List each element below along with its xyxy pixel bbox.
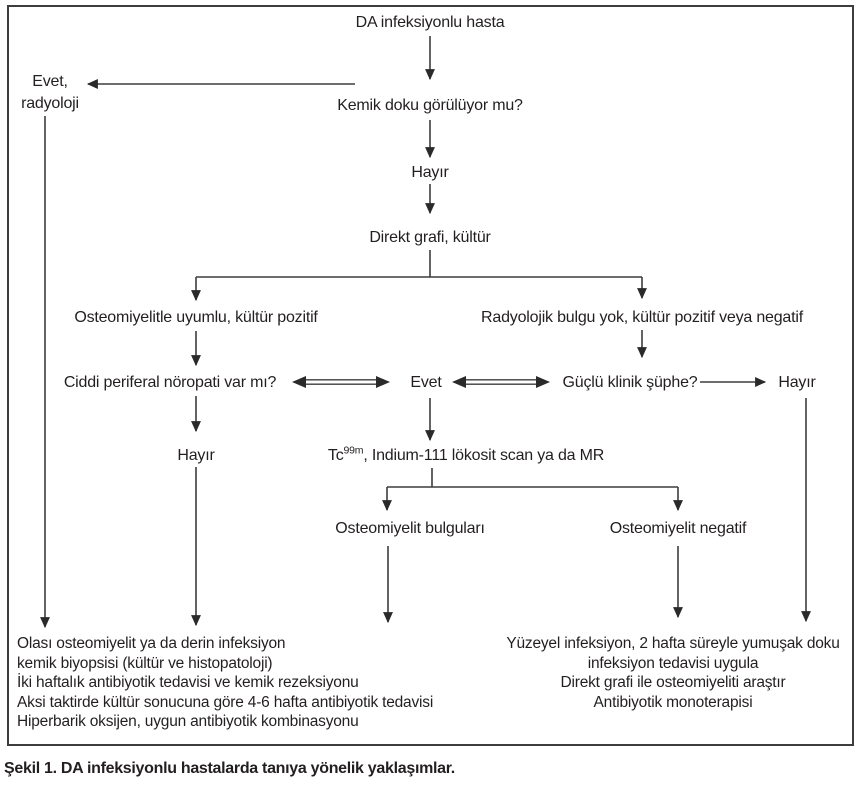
double-arrow-evet-klinik [452,376,550,388]
node-hayir-1: Hayır [411,164,449,181]
outcome-right-line: Yüzeyel infeksiyon, 2 hafta süreyle yumuşak doku [506,635,840,652]
node-evet-radyoloji-line2: radyoloji [21,95,79,112]
outcome-left-line: Aksi taktirde kültür sonucuna göre 4-6 hafta antibiyotik tedavisi [17,693,434,711]
node-osteomiyelitle-uyumlu: Osteomiyelitle uyumlu, kültür pozitif [74,309,318,326]
node-evet-radyoloji [21,71,79,115]
node-osteomiyelit-negatif: Osteomiyelit negatif [609,520,747,537]
outcome-right-line: Direkt grafi ile osteomiyeliti araştır [560,674,786,691]
figure-caption: Şekil 1. DA infeksiyonlu hastalarda tanıya yönelik yaklaşımlar. [4,760,455,777]
node-hayir-sag: Hayır [778,374,816,391]
node-tc99m-scan [328,446,604,465]
outcome-left-line: kemik biyopsisi (kültür ve histopatoloji) [17,654,273,672]
node-da-infeksiyonlu-hasta: DA infeksiyonlu hasta [355,14,505,31]
node-evet-2: Evet [410,374,442,391]
node-guclu-klinik-suphe: Güçlü klinik şüphe? [562,374,698,391]
node-hayir-2: Hayır [177,447,215,464]
node-radyolojik-bulgu-yok: Radyolojik bulgu yok, kültür pozitif veya negatif [481,309,803,326]
double-arrow-noropati-evet [292,376,390,388]
flow-arrows [45,36,806,627]
node-direkt-grafi-kultur: Direkt grafi, kültür [369,229,491,246]
tc-prefix: Tc [327,447,344,464]
outcome-left-line: İki haftalık antibiyotik tedavisi ve kemik rezeksiyonu [17,674,359,691]
node-noropati-sorusu: Ciddi periferal nöropati var mı? [63,374,277,391]
outcome-left-line: Hiperbarik oksijen, uygun antibiyotik kombinasyonu [17,713,359,730]
node-kemik-doku-sorusu: Kemik doku görülüyor mu? [337,97,523,114]
outcome-left-line: Olası osteomiyelit ya da derin infeksiyon [17,635,286,652]
tc-suffix: , Indium-111 lökosit scan ya da MR [363,447,605,464]
tc-superscript: 99m [343,444,364,457]
node-osteomiyelit-bulgulari: Osteomiyelit bulguları [335,520,485,537]
node-evet-radyoloji-line1: Evet, [32,73,68,90]
outcome-right-block [506,634,839,712]
outcome-right-line: infeksiyon tedavisi uygula [587,654,759,672]
outcome-right-line: Antibiyotik monoterapisi [593,693,753,711]
outcome-left-block [17,634,433,732]
